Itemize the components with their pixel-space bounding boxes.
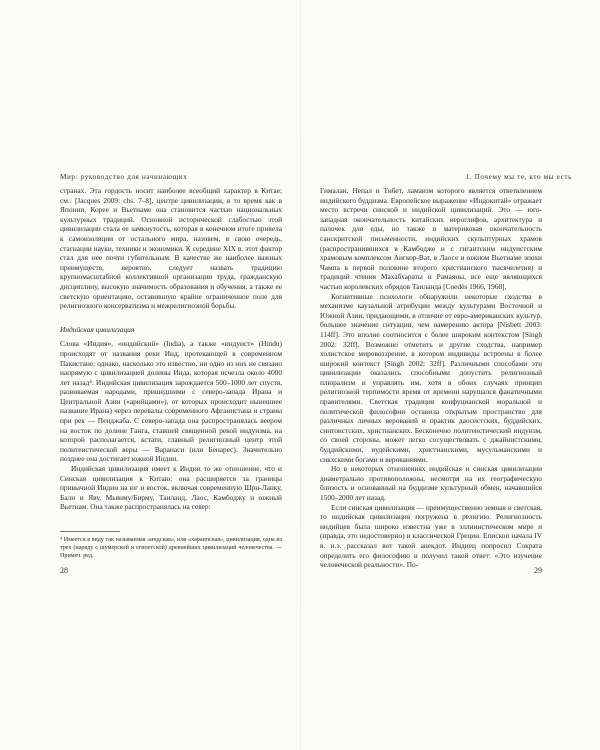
page-number-right: 29: [534, 566, 542, 575]
right-page: [300, 0, 600, 750]
paragraph: странах. Эта гордость носит наиболее всеобщий характер в Китае; см.: [Jacques 2009: chs. 7–8], центре цивилизации, в то время как в Японии, Корее и Вьетнаме она становится частью национальных культурных традиций. Основной исторической слабостью этой цивилизации стала ее замкнутость, которая в конечном итоге привела к самоизоляции от остального мира, назовем, в свою очередь, стагнации науки, техники и экономики. К середине XIX в. этот фактор стал для нее почти губительным. В качестве же наиболее важных преимуществ, вероятно, следует назвать традицию крупномасштабной коллективной организации труда, гражданскую дисциплину, высокую значимость образования и обучения, а также ее светскую ориентацию, оставившую крайне ограниченное поле для религиозного консерватизма и межрелигиозной борьбы.: [60, 186, 282, 311]
footnote: [60, 531, 282, 560]
running-head-left: Мир: руководство для начинающих: [60, 173, 188, 181]
page-number-left: 28: [60, 566, 68, 575]
paragraph: Когнитивные психологи обнаружили некоторые сходства в механизме каузальной атрибуции между культурами Восточной и Южной Азии, придающими, в отличие от евро-американских культур, большее значение ситуации, чем намерению актора [Nisbett 2003: 114ff]. Это вполне соотносится с более широким контекстом [Singh 2002: 32ff]. Возможно отметить и другие сходства, например холистское мировоззрение, в котором индивиды встроены в более широкий контекст [Singh 2002: 32ff]. Различными способами эти цивилизации оказались способными допустить религиозный плюрализм и управлять им, хотя в обоих случаях принцип религиозной терпимости время от времени нарушался фанатичными правителями. Светская традиция конфуцианской моральной и политической философии оставила открытым пространство для различных личных верований и практик даосистских, буддийских, синтоистских, христианских. Бесконечно политеистический индуизм, со своей стороны, может легко сосуществовать с джайнистскими, буддийскими, иудейскими, христианскими, мусульманскими и сикхскими богами и верованиями.: [320, 291, 542, 464]
paragraph: Индийская цивилизация имеет к Индии то же отношение, что и Синская цивилизация к Китаю: она расширяется за границы привычной Индии на юг и восток, включая современную Шри-Ланку, Бали и Яву, Мьянму/Бирму, Таиланд, Лаос, Камбоджу и южный Вьетнам. Она также распространялась на север:: [60, 464, 282, 512]
section-heading: Индийская цивилизация: [60, 324, 135, 334]
paragraph: Слова «Индия», «индийский» (India), а также «индуист» (Hindu) происходят от названия реки Инд, протекающей в современном Пакистане; однако, насколько это известно, ни одно из них не связано напрямую с цивилизацией долины Инда, которая исчезла около 4000 лет назад⁴. Индийская цивилизация зарождается 500–1000 лет спустя, развиваемая народами, пришедшими с северо-запада Ирана и Центральной Азии («арийцами»), от которых происходит нынешнее название Ирана) через перевалы современного Афганистана и страны при рек — Пенджаба. С северо-запада она распространялась веером на восток по долине Ганга, ставшей священной рекой индуизма, на которой располагается, кстати, главный религиозный центр этой политеистической веры — Варанаси (или Бенарес). Значительно позднее она достигает южной Индии.: [60, 339, 282, 464]
paragraph: Гималаи, Непал и Тибет, ламаизм которого является ответвлением индийского буддизма. Европейское выражение «Индокитай» отражает место встречи синской и индийской цивилизаций. Это — юго-западная окончательность китайских иероглифов, архитектура и палочек для еды, но также и материковая окончательность санскритской письменности, индийских скульптурных храмов (распространившихся в Камбодже и с гигантским индуистским храмовым комплексом Ангкор-Ват, в Лаосе и южном Вьетнаме эпохи Чампа в первой половине второго христианского тысячелетия) и традиций чтения Махабхараты и Рамаяны, все еще являющихся частью королевских обрядов Таиланда [Coedès 1966, 1968].: [320, 186, 542, 291]
left-page-body: [60, 186, 282, 512]
running-head-right: 1. Почему мы те, кто мы есть: [465, 173, 572, 181]
paragraph: Если синская цивилизация — преимущественно земная и светская, то индийская цивилизация погружена в религию. Религиозность индийцев была широко известна уже в эллинистическом мире и (правда, это недостоверно) и классической Греции. Епископ начала IV в. н.э. рассказал вот такой анекдот. Индиец попросил Сократа определить его философию и получил такой ответ: «Это изучение человеческой реальности». По-: [320, 502, 542, 570]
footnote-rule: [60, 531, 120, 532]
paragraph: Но в некоторых отношениях индийская и синская цивилизации диаметрально противоположны, несмотря на их географическую близость и основанный на буддизме культурный обмен, начавшийся 1500–2000 лет назад.: [320, 464, 542, 502]
footnote-text: ⁴ Имеется в виду так называемая «индская», или «хараппская», цивилизация, одна из трех (наряду с шумерской и египетской) древнейших цивилизаций человечества. — Примеч. ред.: [60, 536, 282, 559]
right-page-body: [320, 186, 542, 570]
